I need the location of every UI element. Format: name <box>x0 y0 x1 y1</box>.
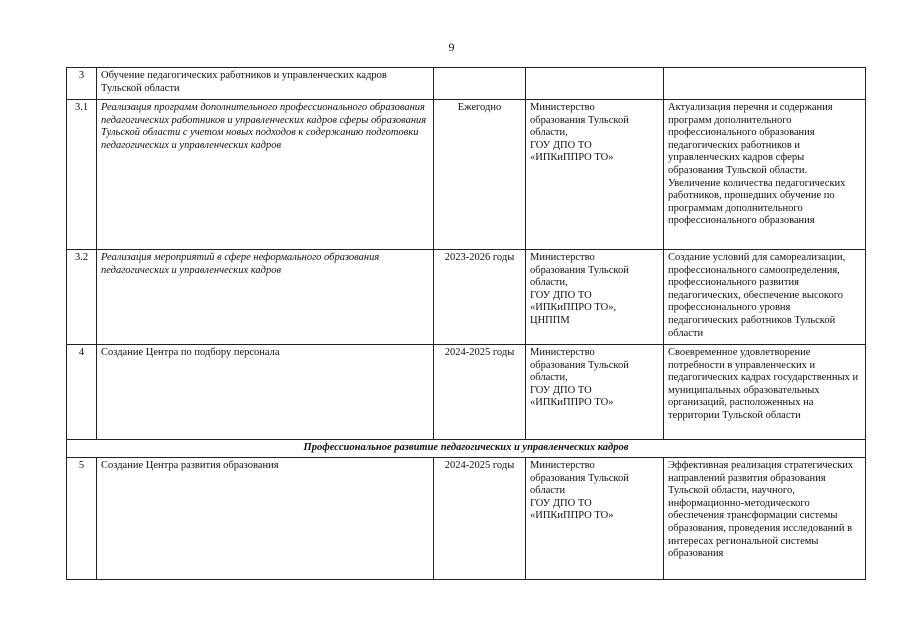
table-row <box>67 250 866 345</box>
term-cell <box>434 68 526 100</box>
section-row <box>67 440 866 458</box>
section-title: Профессиональное развитие педагогических и управленческих кадров <box>67 440 866 458</box>
row-number: 3.2 <box>67 250 97 345</box>
term-cell: 2023-2026 годы <box>434 250 526 345</box>
term-cell: 2024-2025 годы <box>434 458 526 580</box>
activity-title: Реализация программ дополнительного профессионального образования педагогических работников и управленческих кадров сферы образования Тульской области с учетом новых подходов к содержанию подготовки педагогических и управленческих кадров <box>97 100 434 250</box>
row-number: 5 <box>67 458 97 580</box>
executors-cell: Министерство образования Тульской области ГОУ ДПО ТО «ИПКиППРО ТО» <box>526 458 664 580</box>
result-cell: Своевременное удовлетворение потребности в управленческих и педагогических кадрах государственных и муниципальных образовательных организаций, расположенных на территории Тульской области <box>664 345 866 440</box>
executors-cell: Министерство образования Тульской области, ГОУ ДПО ТО «ИПКиППРО ТО» <box>526 100 664 250</box>
activity-title: Обучение педагогических работников и управленческих кадров Тульской области <box>97 68 434 100</box>
table-row <box>67 458 866 580</box>
row-number: 3 <box>67 68 97 100</box>
result-cell: Актуализация перечня и содержания программ дополнительного профессионального образования педагогических работников и управленческих кадров сферы образования Тульской области. Увеличение количества педагогических работников, прошедших обучение по программам дополнительного профессионального образования <box>664 100 866 250</box>
activity-title: Создание Центра по подбору персонала <box>97 345 434 440</box>
table-row <box>67 68 866 100</box>
activity-title: Реализация мероприятий в сфере неформального образования педагогических и управленческих кадров <box>97 250 434 345</box>
result-cell: Эффективная реализация стратегических направлений развития образования Тульской области, научного, информационно-методического обеспечения трансформации системы образования, проведения исследований в интересах региональной системы образования <box>664 458 866 580</box>
table-row <box>67 345 866 440</box>
executors-cell <box>526 68 664 100</box>
executors-cell: Министерство образования Тульской области, ГОУ ДПО ТО «ИПКиППРО ТО» <box>526 345 664 440</box>
result-cell <box>664 68 866 100</box>
term-cell: Ежегодно <box>434 100 526 250</box>
activity-title: Создание Центра развития образования <box>97 458 434 580</box>
term-cell: 2024-2025 годы <box>434 345 526 440</box>
page-number: 9 <box>448 40 455 54</box>
executors-cell: Министерство образования Тульской области, ГОУ ДПО ТО «ИПКиППРО ТО», ЦНППМ <box>526 250 664 345</box>
table-row <box>67 100 866 250</box>
row-number: 4 <box>67 345 97 440</box>
row-number: 3.1 <box>67 100 97 250</box>
result-cell: Создание условий для самореализации, профессионального самоопределения, профессионального развития педагогических, обеспечение высокого профессионального уровня педагогических работников Тульской области <box>664 250 866 345</box>
plan-table <box>66 67 866 580</box>
